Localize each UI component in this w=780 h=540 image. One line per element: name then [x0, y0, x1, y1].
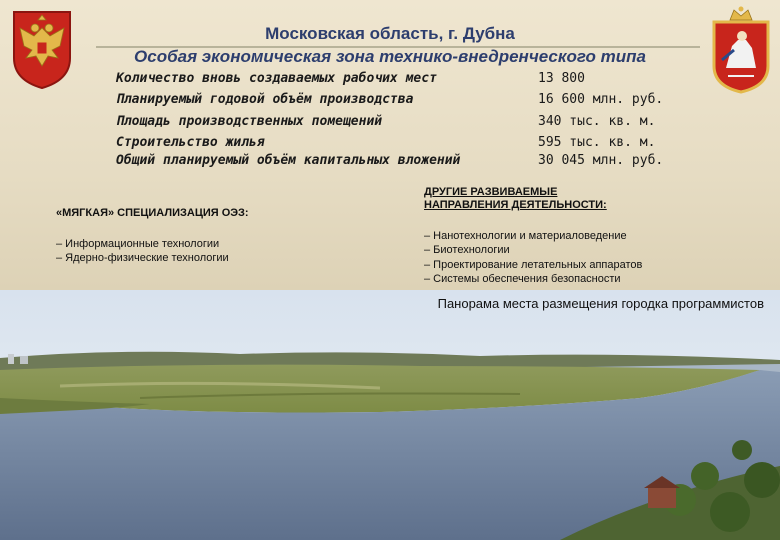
stat-value-investment: 30 045 млн. руб. — [538, 153, 664, 168]
stat-value-production: 16 600 млн. руб. — [538, 92, 664, 107]
stat-value-area: 340 тыс. кв. м. — [538, 114, 656, 129]
list-item: – Проектирование летательных аппаратов — [424, 259, 643, 271]
panorama-photo — [0, 290, 780, 540]
list-item: – Биотехнологии — [424, 244, 510, 256]
stat-label-housing: Строительство жилья — [116, 135, 265, 150]
stat-label-investment: Общий планируемый объём капитальных вложений — [116, 153, 461, 168]
stat-label-area: Площадь производственных помещений — [116, 114, 383, 129]
list-item: – Информационные технологии — [56, 238, 220, 250]
page-subtitle: Особая экономическая зона технико-внедренческого типа — [134, 47, 646, 66]
stat-label-jobs: Количество вновь создаваемых рабочих мест — [116, 71, 437, 86]
page-title: Московская область, г. Дубна — [265, 24, 515, 43]
list-item: – Системы обеспечения безопасности — [424, 273, 621, 285]
soft-specialization-title: «МЯГКАЯ» СПЕЦИАЛИЗАЦИЯ ОЭЗ: — [56, 207, 249, 219]
list-item: – Ядерно-физические технологии — [56, 252, 229, 264]
stat-label-production: Планируемый годовой объём производства — [116, 92, 414, 107]
stat-value-housing: 595 тыс. кв. м. — [538, 135, 656, 150]
other-directions-title-line2: НАПРАВЛЕНИЯ ДЕЯТЕЛЬНОСТИ: — [424, 199, 607, 211]
photo-caption: Панорама места размещения городка программистов — [437, 296, 764, 311]
other-directions-title-line1: ДРУГИЕ РАЗВИВАЕМЫЕ — [424, 186, 558, 198]
other-directions-title — [424, 186, 607, 212]
stat-value-jobs: 13 800 — [538, 71, 585, 86]
list-item: – Нанотехнологии и материаловедение — [424, 230, 627, 242]
